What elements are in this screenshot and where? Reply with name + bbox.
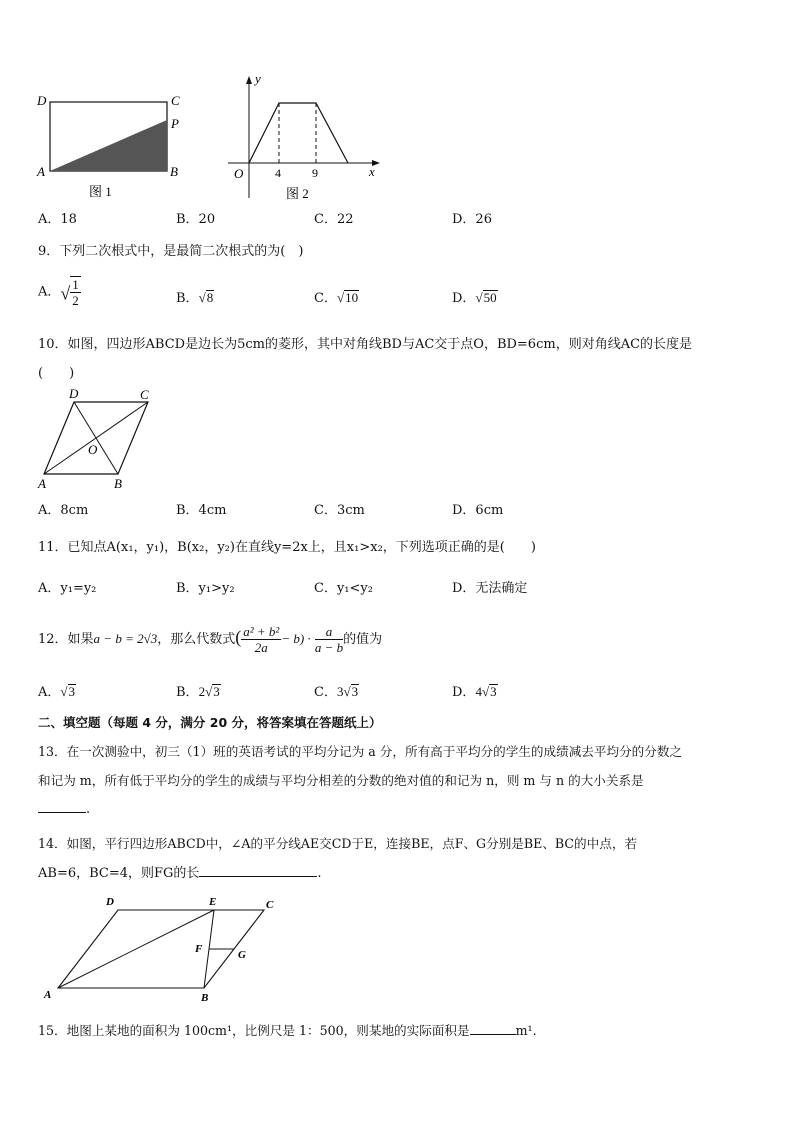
q11-stem: 11．已知点A(x₁，y₁)，B(x₂，y₂)在直线y=2x上，且x₁>x₂，下列选项正确的是( ) xyxy=(38,540,536,555)
label-p: P xyxy=(171,116,179,131)
q12-frac2-num: a xyxy=(315,624,343,640)
q9-d-radicand: 50 xyxy=(483,290,497,305)
q14-line2 xyxy=(38,862,322,881)
label-x: x xyxy=(369,164,375,179)
q13-answer-line xyxy=(38,800,90,817)
label-o: O xyxy=(234,166,244,181)
graph-line xyxy=(249,103,348,163)
q15-answer-blank[interactable] xyxy=(470,1022,516,1035)
q12-suffix: 的值为 xyxy=(343,632,383,647)
segment-ae xyxy=(58,910,214,988)
q8-option-b: B．20 xyxy=(176,212,216,227)
q9-b-radicand: 8 xyxy=(206,290,214,305)
q12-option-a: A．√3 xyxy=(38,684,76,700)
q10-stem-line1: 10．如图，四边形ABCD是边长为5cm的菱形，其中对角线BD与AC交于点O，BD=6cm，则对角线AC的长度是 xyxy=(38,337,693,352)
label-a: A xyxy=(38,476,46,491)
q8-option-a: A．18 xyxy=(38,212,77,227)
q9-option-c: C．√10 xyxy=(314,290,359,306)
tick-4: 4 xyxy=(275,166,281,180)
q10-option-a: A．8cm xyxy=(38,503,89,518)
q9-option-c-label: C． xyxy=(314,291,337,306)
figure-1 xyxy=(32,88,192,200)
q9-a-numerator: 1 xyxy=(72,277,79,292)
label-c: C xyxy=(266,899,274,911)
q9-option-d-label: D． xyxy=(452,291,476,306)
q14-parallelogram-figure xyxy=(34,892,284,1006)
q9-c-radicand: 10 xyxy=(345,290,359,305)
tick-9: 9 xyxy=(312,166,318,180)
q15-text: 15．地图上某地的面积为 100cm¹，比例尺是 1：500，则某地的实际面积是 xyxy=(38,1023,470,1038)
q14-line1: 14．如图，平行四边形ABCD中，∠A的平分线AE交CD于E，连接BE，点F、G分别是BE、BC的中点，若 xyxy=(38,836,638,851)
q12-expr-tail: − b) · xyxy=(281,631,311,646)
label-c: C xyxy=(171,93,180,108)
q12-option-b: B．2√3 xyxy=(176,684,220,700)
q10-option-b: B．4cm xyxy=(176,503,227,518)
q11-option-c: C．y₁<y₂ xyxy=(314,581,373,596)
label-f: F xyxy=(195,943,203,955)
q8-option-c: C．22 xyxy=(314,212,354,227)
q10-option-c: C．3cm xyxy=(314,503,365,518)
label-o: O xyxy=(88,442,98,457)
q13-answer-blank[interactable] xyxy=(38,800,86,813)
label-b: B xyxy=(201,992,209,1004)
q11-option-d: D．无法确定 xyxy=(452,581,528,596)
q15 xyxy=(38,1020,537,1039)
q14-end: . xyxy=(317,866,322,881)
q14-line2-text: AB=6，BC=4，则FG的长 xyxy=(38,866,200,881)
label-g: G xyxy=(238,949,246,961)
q12-stem: 12．如果a − b = 2√3，那么代数式( $\frac{\text{a² + b²}}{2a}$ − b) · $\frac{a}{a - b}$ 的值为 xyxy=(38,624,383,655)
q9-a-denominator: 2 xyxy=(72,293,79,308)
q12-prefix: 12．如果 xyxy=(38,632,94,647)
figure-2 xyxy=(218,70,388,202)
label-a: A xyxy=(44,989,52,1001)
q11-option-b: B．y₁>y₂ xyxy=(176,581,235,596)
q12-frac1-den: 2a xyxy=(254,640,268,655)
q11-option-a: A．y₁=y₂ xyxy=(38,581,97,596)
label-a: A xyxy=(37,164,45,179)
label-d: D xyxy=(37,93,47,108)
q12-condition: a − b = 2√3 xyxy=(93,631,158,646)
q13-line2: 和记为 m，所有低于平均分的学生的成绩与平均分相差的分数的绝对值的和记为 n，则 m 与 n 的大小关系是 xyxy=(38,773,644,788)
shaded-triangle-abp xyxy=(50,120,167,171)
q13-end: . xyxy=(86,802,91,817)
q12-frac2-den: a − b xyxy=(314,640,344,655)
q14-answer-blank[interactable] xyxy=(199,864,317,877)
q9-stem: 9．下列二次根式中，是最简二次根式的为( ) xyxy=(38,244,304,259)
label-b: B xyxy=(114,476,122,491)
figure-2-caption: 图 2 xyxy=(286,186,309,201)
q15-unit: m¹. xyxy=(515,1023,537,1038)
q12-option-d: D．4√3 xyxy=(452,684,497,700)
figure-1-caption: 图 1 xyxy=(89,184,112,199)
q10-rhombus-figure xyxy=(30,386,165,492)
q13-line1: 13．在一次测验中，初三（1）班的英语考试的平均分记为 a 分，所有高于平均分的学生的成绩减去平均分的分数之 xyxy=(38,744,683,759)
section-2-title: 二、填空题（每题 4 分，满分 20 分，将答案填在答题纸上） xyxy=(38,715,382,730)
q9-option-b: B．√8 xyxy=(176,290,214,306)
q12-mid: ，那么代数式 xyxy=(157,632,236,647)
q12-option-c: C．3√3 xyxy=(314,684,359,700)
label-y: y xyxy=(255,71,261,86)
label-b: B xyxy=(170,164,178,179)
q9-option-d: D．√50 xyxy=(452,290,497,306)
label-e: E xyxy=(209,896,217,908)
label-c: C xyxy=(140,387,149,402)
q9-option-b-label: B． xyxy=(176,291,199,306)
q12-frac1-num: a² + b² xyxy=(243,624,280,639)
diagonal-bd xyxy=(74,402,118,474)
label-d: D xyxy=(106,896,114,908)
q8-option-d: D．26 xyxy=(452,212,492,227)
q9-option-a: A．√ $\frac{1}{2}$ xyxy=(38,277,79,308)
q10-option-d: D．6cm xyxy=(452,503,504,518)
q9-option-a-label: A． xyxy=(38,284,61,300)
label-d: D xyxy=(69,386,79,401)
y-axis-arrow xyxy=(246,76,252,84)
q10-stem-line2: ( ) xyxy=(38,366,75,381)
